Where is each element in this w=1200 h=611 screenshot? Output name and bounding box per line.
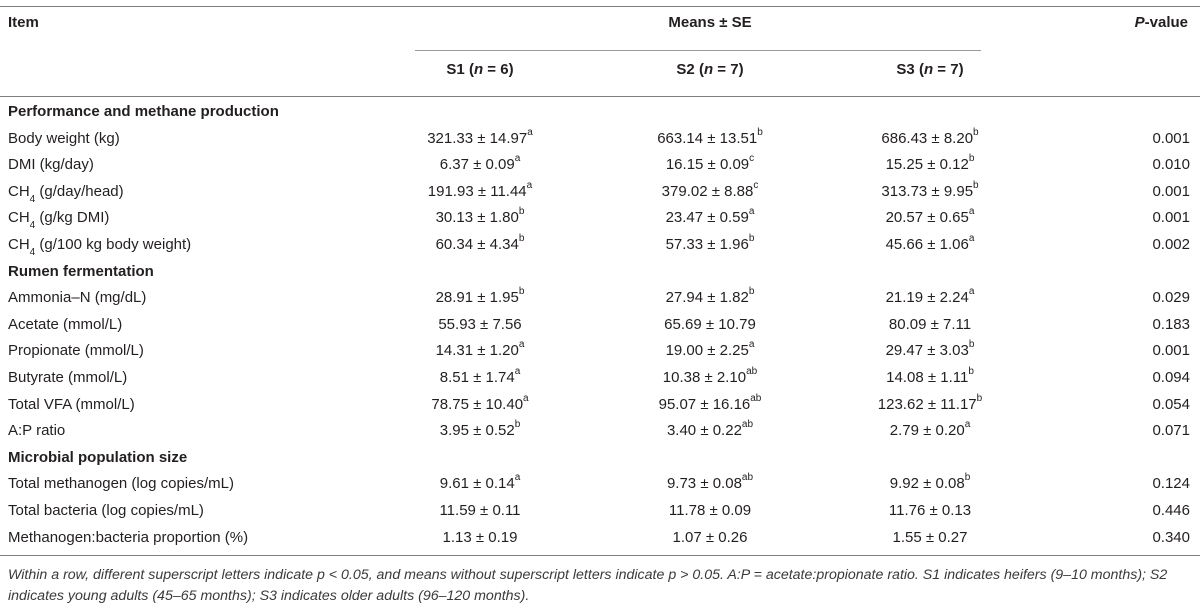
header-s2-n-value: 7	[730, 61, 739, 78]
s1-cell	[360, 284, 600, 311]
s3-value: 14.08 ± 1.11	[886, 369, 969, 386]
s2-cell	[590, 470, 830, 497]
s3-superscript: a	[968, 286, 975, 298]
row-label-text: CH	[8, 182, 30, 200]
s2-cell	[590, 284, 830, 311]
p-value: 0.010	[1152, 156, 1190, 174]
section-title: Performance and methane production	[8, 103, 279, 120]
s1-value: 30.13 ± 1.80	[435, 209, 519, 227]
row-label-text: Methanogen:bacteria proportion (%)	[8, 528, 249, 546]
s2-cell	[590, 151, 830, 178]
s1-value: 78.75 ± 10.40	[431, 395, 524, 413]
s2-superscript: ab	[746, 366, 758, 377]
row-label-subscript: 4	[29, 220, 36, 232]
row-label	[8, 470, 234, 497]
section-title: Rumen fermentation	[8, 262, 154, 280]
header-s3-n-value: 7	[950, 61, 959, 78]
s3-value: 45.66 ± 1.06	[885, 236, 969, 253]
s3-superscript: b	[964, 472, 971, 484]
p-value: 0.001	[1152, 209, 1190, 227]
s1-cell	[360, 151, 600, 178]
s3-cell	[810, 417, 1050, 444]
s3-value: 29.47 ± 3.03	[885, 342, 969, 360]
s3-cell	[810, 284, 1050, 311]
header-pvalue-suffix: -value	[1144, 14, 1188, 31]
s3-superscript: b	[968, 153, 975, 165]
s1-value: 60.34 ± 4.34	[435, 236, 519, 253]
p-value: 0.094	[1152, 369, 1190, 386]
s1-value: 11.59 ± 0.11	[439, 502, 521, 519]
header-s3-n: n	[923, 61, 934, 78]
s1-superscript: a	[514, 366, 521, 377]
s3-superscript: a	[964, 419, 971, 431]
s1-value: 191.93 ± 11.44	[427, 182, 527, 200]
s1-cell	[360, 311, 600, 338]
p-value: 0.001	[1152, 129, 1190, 147]
s1-cell	[360, 204, 600, 231]
row-label	[8, 204, 109, 231]
s3-cell	[810, 125, 1050, 152]
s1-cell	[360, 337, 600, 364]
s1-cell	[360, 470, 600, 497]
s2-value: 57.33 ± 1.96	[665, 236, 749, 253]
s2-superscript: c	[753, 179, 759, 191]
s2-value: 19.00 ± 2.25	[665, 342, 749, 360]
s1-superscript: a	[526, 179, 533, 191]
s2-cell	[590, 178, 830, 205]
s1-cell	[360, 417, 600, 444]
p-value: 0.029	[1152, 289, 1190, 307]
row-label	[8, 178, 124, 205]
header-pvalue	[1090, 14, 1188, 31]
s2-cell	[590, 311, 830, 338]
s3-value: 21.19 ± 2.24	[885, 289, 969, 307]
s2-superscript: a	[748, 206, 755, 218]
table-row	[0, 151, 1200, 178]
s2-superscript: ab	[750, 392, 762, 404]
s1-cell	[360, 231, 600, 258]
row-label	[8, 364, 127, 391]
s1-value: 3.95 ± 0.52	[439, 422, 515, 440]
s2-value: 663.14 ± 13.51	[657, 129, 758, 147]
table-row	[0, 524, 1200, 551]
s3-value: 313.73 ± 9.95	[881, 182, 974, 200]
table-row	[0, 125, 1200, 152]
s3-superscript: a	[968, 233, 975, 244]
section-header	[0, 258, 1200, 285]
s1-superscript: b	[514, 419, 521, 431]
s3-cell	[810, 151, 1050, 178]
header-item: Item	[8, 14, 39, 31]
table-row	[0, 231, 1200, 258]
header-means: Means ± SE	[668, 14, 752, 31]
s3-value: 123.62 ± 11.17	[877, 395, 977, 413]
s3-cell	[810, 497, 1050, 524]
s2-cell	[590, 417, 830, 444]
bottom-rule	[0, 555, 1200, 556]
row-label-text: DMI (kg/day)	[8, 156, 94, 174]
p-value: 0.071	[1152, 422, 1190, 440]
table-row	[0, 284, 1200, 311]
s3-cell	[810, 364, 1050, 391]
row-label	[8, 391, 135, 418]
s1-superscript: a	[518, 339, 525, 351]
s3-value: 2.79 ± 0.20	[889, 422, 965, 440]
s1-superscript: a	[527, 126, 533, 138]
s1-cell	[360, 178, 600, 205]
p-value: 0.446	[1152, 502, 1190, 519]
s3-superscript: a	[968, 206, 975, 218]
p-value: 0.183	[1152, 315, 1190, 333]
p-value: 0.001	[1152, 182, 1190, 200]
s3-value: 15.25 ± 0.12	[885, 156, 969, 174]
row-label	[8, 497, 204, 524]
row-label-text: CH	[8, 236, 30, 253]
s2-superscript: b	[748, 286, 755, 298]
row-label-text: Propionate (mmol/L)	[8, 342, 144, 360]
s2-cell	[590, 497, 830, 524]
s2-value: 65.69 ± 10.79	[664, 315, 756, 333]
s3-value: 9.92 ± 0.08	[889, 475, 965, 493]
s3-value: 11.76 ± 0.13	[888, 502, 972, 519]
table-row	[0, 364, 1200, 391]
s3-value: 1.55 ± 0.27	[892, 528, 968, 546]
s2-value: 27.94 ± 1.82	[665, 289, 749, 307]
s2-value: 23.47 ± 0.59	[665, 209, 749, 227]
s1-value: 28.91 ± 1.95	[435, 289, 519, 307]
p-value: 0.124	[1152, 475, 1190, 493]
s1-superscript: b	[518, 206, 525, 218]
row-label	[8, 231, 191, 258]
table-row	[0, 391, 1200, 418]
s2-superscript: b	[748, 233, 755, 244]
s1-cell	[360, 497, 600, 524]
s2-value: 10.38 ± 2.10	[662, 369, 747, 386]
s2-value: 9.73 ± 0.08	[666, 475, 742, 493]
s2-cell	[590, 125, 830, 152]
s2-value: 16.15 ± 0.09	[665, 156, 750, 174]
s2-cell	[590, 524, 830, 551]
row-label	[8, 417, 65, 444]
s2-value: 95.07 ± 16.16	[658, 395, 751, 413]
row-label-text: Butyrate (mmol/L)	[8, 369, 128, 386]
s3-superscript: b	[968, 339, 975, 351]
row-label-text: Body weight (kg)	[8, 129, 120, 147]
row-label-suffix: (g/100 kg body weight)	[35, 236, 192, 253]
row-label	[8, 524, 248, 551]
p-value: 0.340	[1152, 528, 1190, 546]
s1-superscript: b	[518, 286, 525, 298]
s3-superscript: b	[968, 366, 974, 377]
p-value: 0.001	[1152, 342, 1190, 360]
header-s2: S2 (n = 7)	[676, 61, 744, 78]
s1-cell	[360, 125, 600, 152]
s2-cell	[590, 364, 830, 391]
table-row	[0, 204, 1200, 231]
s2-superscript: a	[748, 339, 755, 351]
header-s2-n: n	[703, 61, 714, 78]
s2-superscript: b	[757, 126, 763, 138]
row-label-suffix: (g/kg DMI)	[35, 209, 110, 227]
header-s1-label: S1	[446, 61, 465, 78]
row-label-suffix: (g/day/head)	[35, 182, 124, 200]
s1-superscript: a	[523, 392, 529, 404]
header-bottom-rule	[0, 96, 1200, 97]
row-label-text: Total bacteria (log copies/mL)	[8, 502, 204, 519]
s1-superscript: b	[518, 233, 525, 244]
table-row	[0, 497, 1200, 524]
s3-cell	[810, 470, 1050, 497]
header-s1: S1 (n = 6)	[446, 61, 514, 78]
table-row	[0, 311, 1200, 338]
row-label	[8, 311, 122, 338]
s1-cell	[360, 391, 600, 418]
row-label-text: Total VFA (mmol/L)	[8, 395, 135, 413]
s2-cell	[590, 204, 830, 231]
header-s2-label: S2	[676, 61, 695, 78]
row-label-text: A:P ratio	[8, 422, 66, 440]
section-title: Microbial population size	[8, 448, 188, 466]
p-value: 0.054	[1152, 395, 1190, 413]
table-row	[0, 470, 1200, 497]
s1-cell	[360, 364, 600, 391]
row-label	[8, 151, 94, 178]
s3-superscript: b	[973, 179, 979, 191]
s2-superscript: ab	[741, 472, 754, 484]
row-label-subscript: 4	[29, 193, 36, 205]
header-s3-label: S3	[896, 61, 915, 78]
s1-value: 1.13 ± 0.19	[442, 528, 518, 546]
s1-cell	[360, 524, 600, 551]
s2-cell	[590, 391, 830, 418]
s1-value: 321.33 ± 14.97	[427, 129, 528, 147]
row-label	[8, 125, 120, 152]
row-label-text: Acetate (mmol/L)	[8, 315, 123, 333]
row-label-text: Ammonia–N (mg/dL)	[8, 289, 147, 307]
s3-cell	[810, 204, 1050, 231]
s1-superscript: a	[514, 472, 521, 484]
means-rule	[415, 50, 981, 51]
section-header	[0, 444, 1200, 471]
s2-superscript: c	[749, 153, 755, 165]
s2-cell	[590, 231, 830, 258]
s3-superscript: b	[976, 392, 983, 404]
header-s1-n-value: 6	[500, 61, 509, 78]
row-label	[8, 284, 146, 311]
s1-superscript: a	[514, 153, 521, 165]
s1-value: 14.31 ± 1.20	[435, 342, 519, 360]
header-pvalue-p: P	[1134, 14, 1145, 31]
section-header	[0, 98, 1200, 125]
row-label-text: CH	[8, 209, 30, 227]
top-rule	[0, 6, 1200, 7]
s2-superscript: ab	[741, 419, 754, 431]
s1-value: 8.51 ± 1.74	[439, 369, 515, 386]
s3-value: 20.57 ± 0.65	[885, 209, 969, 227]
s3-cell	[810, 178, 1050, 205]
p-value: 0.002	[1152, 236, 1190, 253]
s3-cell	[810, 391, 1050, 418]
s3-cell	[810, 311, 1050, 338]
s2-cell	[590, 337, 830, 364]
s2-value: 11.78 ± 0.09	[668, 502, 752, 519]
header-s1-n: n	[473, 61, 484, 78]
row-label-subscript: 4	[29, 247, 36, 258]
s3-cell	[810, 524, 1050, 551]
header-s3: S3 (n = 7)	[896, 61, 964, 78]
s3-value: 686.43 ± 8.20	[881, 129, 974, 147]
footnote: Within a row, different superscript letters indicate p < 0.05, and means without superscript letters indicate p > 0.05. A:P = acetate:propionate ratio. S1 indicates heifers (9–10 months); S2 indicates young adults (45–65 months); S3 indicates older adults (96–120 months).	[8, 567, 1168, 604]
s2-value: 1.07 ± 0.26	[672, 528, 748, 546]
s1-value: 9.61 ± 0.14	[439, 475, 515, 493]
s2-value: 379.02 ± 8.88	[661, 182, 754, 200]
s3-cell	[810, 231, 1050, 258]
s1-value: 6.37 ± 0.09	[439, 156, 515, 174]
table-row	[0, 337, 1200, 364]
s3-superscript: b	[973, 126, 979, 138]
s1-value: 55.93 ± 7.56	[438, 315, 522, 333]
row-label-text: Total methanogen (log copies/mL)	[8, 475, 234, 493]
table-row	[0, 178, 1200, 205]
s3-cell	[810, 337, 1050, 364]
s3-value: 80.09 ± 7.11	[888, 315, 972, 333]
row-label	[8, 337, 144, 364]
table-row	[0, 417, 1200, 444]
s2-value: 3.40 ± 0.22	[666, 422, 742, 440]
